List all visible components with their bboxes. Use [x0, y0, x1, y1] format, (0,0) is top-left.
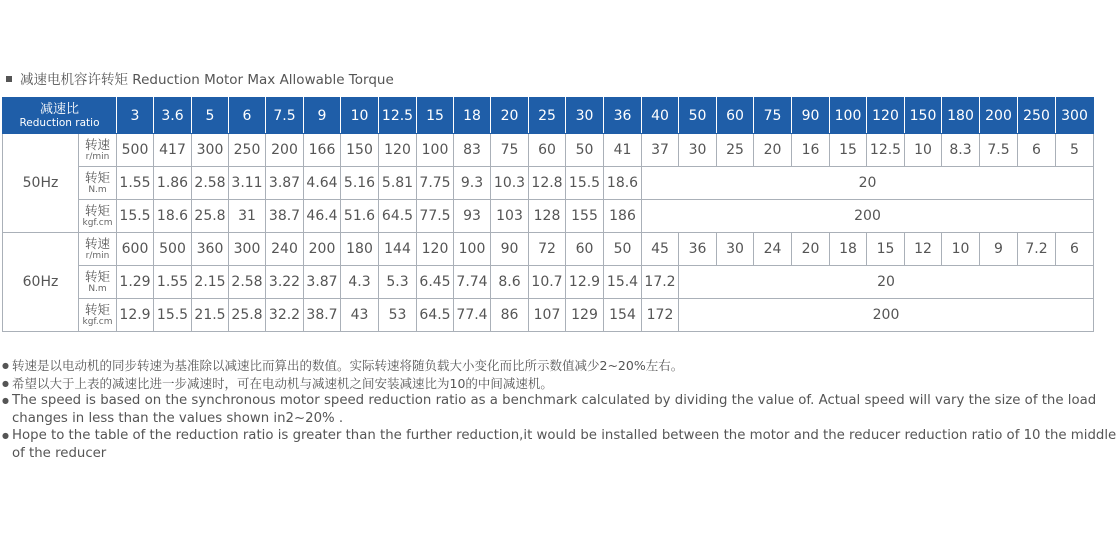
table-row [3, 200, 1094, 233]
square-bullet-icon [6, 76, 12, 82]
value-cell: 15.5 [566, 167, 604, 200]
value-cell: 43 [341, 299, 379, 332]
unit-cell [79, 266, 117, 299]
value-cell: 180 [341, 233, 379, 266]
unit-label-en: N.m [88, 184, 107, 195]
frequency-cell: 60Hz [3, 233, 79, 332]
value-cell: 6 [1018, 134, 1056, 167]
note-item: ● The speed is based on the synchronous motor speed reduction ratio as a benchmark calculated by dividing the value of. Actual speed will vary the size of the load changes in less than the values shown in2~20% . [2, 392, 1120, 427]
ratio-header-cell: 40 [642, 98, 679, 134]
ratio-header-cell: 18 [454, 98, 491, 134]
value-cell: 1.55 [154, 266, 192, 299]
value-cell: 15 [867, 233, 905, 266]
ratio-header-cell: 20 [491, 98, 529, 134]
value-cell: 72 [529, 233, 566, 266]
value-cell: 10.3 [491, 167, 529, 200]
value-cell: 90 [491, 233, 529, 266]
ratio-header-cell: 150 [905, 98, 942, 134]
value-cell: 60 [566, 233, 604, 266]
value-cell: 3.87 [304, 266, 341, 299]
value-cell: 1.55 [117, 167, 154, 200]
value-cell: 500 [117, 134, 154, 167]
value-cell: 5.3 [379, 266, 417, 299]
ratio-header-cell: 10 [341, 98, 379, 134]
ratio-header-cell: 75 [754, 98, 792, 134]
table-row [3, 167, 1094, 200]
value-cell: 45 [642, 233, 679, 266]
value-cell: 30 [717, 233, 754, 266]
value-cell: 7.74 [454, 266, 491, 299]
value-cell: 300 [192, 134, 229, 167]
ratio-header-cell: 50 [679, 98, 717, 134]
title-text: 减速电机容许转矩 Reduction Motor Max Allowable Torque [20, 72, 394, 88]
value-cell: 3.11 [229, 167, 266, 200]
unit-label-en: r/min [85, 250, 110, 261]
value-cell: 250 [229, 134, 266, 167]
value-cell: 1.86 [154, 167, 192, 200]
table-row [3, 134, 1094, 167]
value-cell: 8.6 [491, 266, 529, 299]
value-cell: 4.3 [341, 266, 379, 299]
value-cell: 9 [980, 233, 1018, 266]
value-cell: 17.2 [642, 266, 679, 299]
value-cell: 6 [1056, 233, 1094, 266]
value-cell: 25.8 [192, 200, 229, 233]
ratio-header-cell: 250 [1018, 98, 1056, 134]
value-cell: 15.5 [154, 299, 192, 332]
note-item: ● 希望以大于上表的减速比进一步减速时，可在电动机与减速机之间安装减速比为10的中间减速机。 [2, 375, 1120, 393]
value-cell: 12.8 [529, 167, 566, 200]
ratio-header-cell: 30 [566, 98, 604, 134]
value-cell: 360 [192, 233, 229, 266]
value-cell: 25 [717, 134, 754, 167]
value-cell: 186 [604, 200, 642, 233]
value-cell: 5 [1056, 134, 1094, 167]
unit-label-cn: 转矩 [84, 268, 110, 284]
value-cell: 50 [604, 233, 642, 266]
unit-label-cn: 转速 [84, 235, 110, 251]
value-cell: 18.6 [604, 167, 642, 200]
value-cell: 75 [491, 134, 529, 167]
unit-label-cn: 转速 [84, 136, 110, 152]
ratio-header-cell: 9 [304, 98, 341, 134]
value-cell: 2.15 [192, 266, 229, 299]
frequency-cell: 50Hz [3, 134, 79, 233]
value-cell: 24 [754, 233, 792, 266]
ratio-header-cell: 25 [529, 98, 566, 134]
value-cell: 18.6 [154, 200, 192, 233]
value-cell: 6.45 [417, 266, 454, 299]
value-cell: 200 [266, 134, 304, 167]
ratio-header-cell: 300 [1056, 98, 1094, 134]
value-cell: 4.64 [304, 167, 341, 200]
span-value-cell: 20 [679, 266, 1094, 299]
value-cell: 120 [379, 134, 417, 167]
value-cell: 50 [566, 134, 604, 167]
value-cell: 12.9 [117, 299, 154, 332]
span-value-cell: 200 [642, 200, 1094, 233]
value-cell: 16 [792, 134, 830, 167]
value-cell: 41 [604, 134, 642, 167]
ratio-header-cell: 3 [117, 98, 154, 134]
ratio-header-cell: 120 [867, 98, 905, 134]
value-cell: 8.3 [942, 134, 980, 167]
ratio-header-cell: 100 [830, 98, 867, 134]
value-cell: 86 [491, 299, 529, 332]
value-cell: 12.9 [566, 266, 604, 299]
value-cell: 20 [754, 134, 792, 167]
value-cell: 600 [117, 233, 154, 266]
unit-cell [79, 233, 117, 266]
unit-cell [79, 200, 117, 233]
unit-label-en: r/min [85, 151, 110, 162]
value-cell: 21.5 [192, 299, 229, 332]
unit-label-en: kgf.cm [82, 217, 113, 228]
value-cell: 300 [229, 233, 266, 266]
value-cell: 93 [454, 200, 491, 233]
value-cell: 31 [229, 200, 266, 233]
unit-label-cn: 转矩 [84, 169, 110, 185]
ratio-header-cell: 180 [942, 98, 980, 134]
value-cell: 12.5 [867, 134, 905, 167]
value-cell: 2.58 [192, 167, 229, 200]
value-cell: 37 [642, 134, 679, 167]
unit-label-cn: 转矩 [84, 202, 110, 218]
header-label-cn: 减速比 [39, 101, 79, 117]
value-cell: 154 [604, 299, 642, 332]
value-cell: 46.4 [304, 200, 341, 233]
header-label-en: Reduction ratio [19, 116, 100, 129]
value-cell: 3.22 [266, 266, 304, 299]
torque-table [2, 97, 1094, 332]
ratio-header-cell: 5 [192, 98, 229, 134]
value-cell: 51.6 [341, 200, 379, 233]
value-cell: 120 [417, 233, 454, 266]
value-cell: 107 [529, 299, 566, 332]
value-cell: 25.8 [229, 299, 266, 332]
value-cell: 64.5 [379, 200, 417, 233]
ratio-header-cell: 6 [229, 98, 266, 134]
value-cell: 10 [905, 134, 942, 167]
value-cell: 64.5 [417, 299, 454, 332]
value-cell: 15 [830, 134, 867, 167]
value-cell: 166 [304, 134, 341, 167]
ratio-header-cell: 15 [417, 98, 454, 134]
value-cell: 12 [905, 233, 942, 266]
value-cell: 38.7 [266, 200, 304, 233]
note-item: ● 转速是以电动机的同步转速为基准除以减速比而算出的数值。实际转速将随负载大小变化而比所示数值减少2~20%左右。 [2, 357, 1120, 375]
value-cell: 77.4 [454, 299, 491, 332]
note-item: ● Hope to the table of the reduction ratio is greater than the further reduction,it would be installed between the motor and the reducer reduction ratio of 10 the middle of the reducer [2, 427, 1120, 462]
value-cell: 240 [266, 233, 304, 266]
ratio-header-cell: 60 [717, 98, 754, 134]
value-cell: 144 [379, 233, 417, 266]
ratio-header-cell: 90 [792, 98, 830, 134]
value-cell: 10 [942, 233, 980, 266]
value-cell: 38.7 [304, 299, 341, 332]
value-cell: 150 [341, 134, 379, 167]
value-cell: 10.7 [529, 266, 566, 299]
value-cell: 7.75 [417, 167, 454, 200]
value-cell: 5.16 [341, 167, 379, 200]
unit-cell [79, 134, 117, 167]
value-cell: 30 [679, 134, 717, 167]
unit-cell [79, 299, 117, 332]
span-value-cell: 200 [679, 299, 1094, 332]
value-cell: 7.2 [1018, 233, 1056, 266]
value-cell: 9.3 [454, 167, 491, 200]
value-cell: 83 [454, 134, 491, 167]
value-cell: 500 [154, 233, 192, 266]
value-cell: 15.5 [117, 200, 154, 233]
value-cell: 2.58 [229, 266, 266, 299]
value-cell: 15.4 [604, 266, 642, 299]
value-cell: 5.81 [379, 167, 417, 200]
value-cell: 172 [642, 299, 679, 332]
value-cell: 129 [566, 299, 604, 332]
ratio-header-cell: 3.6 [154, 98, 192, 134]
value-cell: 200 [304, 233, 341, 266]
value-cell: 18 [830, 233, 867, 266]
value-cell: 103 [491, 200, 529, 233]
table-row [3, 299, 1094, 332]
value-cell: 20 [792, 233, 830, 266]
value-cell: 60 [529, 134, 566, 167]
ratio-header-cell: 12.5 [379, 98, 417, 134]
value-cell: 32.2 [266, 299, 304, 332]
unit-cell [79, 167, 117, 200]
value-cell: 1.29 [117, 266, 154, 299]
table-row [3, 266, 1094, 299]
value-cell: 53 [379, 299, 417, 332]
value-cell: 36 [679, 233, 717, 266]
page-title [6, 68, 394, 88]
unit-label-en: N.m [88, 283, 107, 294]
header-row [3, 98, 1094, 134]
unit-label-cn: 转矩 [84, 301, 110, 317]
table-row [3, 233, 1094, 266]
ratio-header-cell: 36 [604, 98, 642, 134]
value-cell: 7.5 [980, 134, 1018, 167]
ratio-header-cell: 7.5 [266, 98, 304, 134]
value-cell: 100 [454, 233, 491, 266]
reduction-ratio-header [3, 98, 117, 134]
value-cell: 77.5 [417, 200, 454, 233]
value-cell: 155 [566, 200, 604, 233]
ratio-header-cell: 200 [980, 98, 1018, 134]
span-value-cell: 20 [642, 167, 1094, 200]
value-cell: 417 [154, 134, 192, 167]
notes [2, 357, 1120, 462]
value-cell: 100 [417, 134, 454, 167]
value-cell: 128 [529, 200, 566, 233]
table-body [3, 98, 1094, 332]
value-cell: 3.87 [266, 167, 304, 200]
unit-label-en: kgf.cm [82, 316, 113, 327]
